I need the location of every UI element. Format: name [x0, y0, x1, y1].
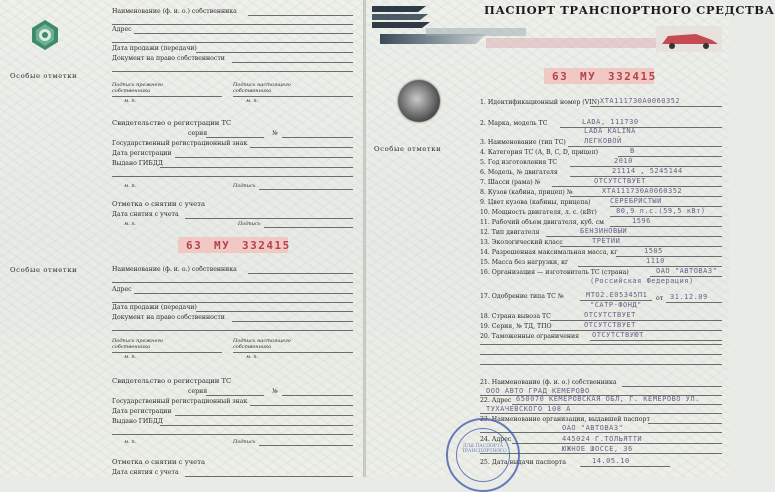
- field-label-11: 10. Мощность двигателя, л. с. (кВт): [480, 209, 597, 216]
- reg-date-label: Дата регистрации: [112, 150, 172, 157]
- reg-sign-label: Государственный регистрационный знак: [112, 140, 248, 147]
- owner-label: 21. Наименование (ф. и. о.) собственника: [480, 379, 617, 386]
- issue-date-label: 25. Дата выдачи паспорта: [480, 459, 566, 466]
- owner-name-line-4: [112, 282, 353, 283]
- field-label-14: 13. Экологический класс: [480, 239, 563, 246]
- address-label: Адрес: [112, 26, 132, 33]
- issued-line-3: [160, 425, 353, 426]
- right-page: [366, 0, 775, 477]
- field-value-17: ОАО "АВТОВАЗ": [656, 267, 718, 275]
- issue-date-line: [580, 466, 670, 467]
- official-stamp-text: ДЛЯ ПАСПОРТА ТРАНСПОРТНОГО: [462, 444, 507, 455]
- customs-blank-line-2: [480, 354, 722, 355]
- field-value-15: 1505: [644, 247, 663, 255]
- reg-date-line: [175, 157, 353, 158]
- series-label: серия: [188, 130, 208, 137]
- sale-date-label: Дата продажи (передачи): [112, 45, 197, 52]
- mp-stamp-place-5: м. п.: [124, 354, 137, 360]
- issuer-address-value-2: ЮЖНОЕ ШОССЕ, 36: [562, 445, 633, 453]
- field-value-18: (Российская Федерация): [590, 277, 694, 285]
- series-label-2: серия: [188, 388, 208, 395]
- field-label-6: 5. Год изготовления ТС: [480, 159, 558, 166]
- signature-label-3: Подпись: [233, 439, 256, 445]
- special-marks-top: Особые отметки: [10, 72, 78, 80]
- official-stamp-inner-ring: [456, 428, 510, 482]
- prev-owner-signature-2: Подпись прежнего собственника: [112, 338, 163, 350]
- signature-line: [259, 189, 353, 190]
- official-stamp: [446, 418, 520, 492]
- field-value-3: LADA KALINA: [584, 127, 636, 135]
- field-line-11: [610, 216, 722, 217]
- issuer-address-value: 445024 Г.ТОЛЬЯТТИ: [562, 435, 643, 443]
- issue-date-value: 14.05.10: [592, 457, 630, 465]
- serial-letters: МУ: [214, 239, 231, 252]
- cur-owner-signature-2: Подпись настоящего собственника: [233, 338, 291, 350]
- approval-date-label: от: [656, 295, 664, 302]
- field-value-16: 1110: [646, 257, 665, 265]
- field-value-1: ХТА111730А0060352: [600, 97, 681, 105]
- sale-date-line-2: [196, 311, 353, 312]
- serial-number: 332415: [242, 239, 291, 252]
- field-label-13: 12. Тип двигателя: [480, 229, 540, 236]
- customs-blank-line-3: [480, 364, 722, 365]
- signature-line-3: [259, 445, 353, 446]
- issuer-address-label: 24. Адрес: [480, 436, 512, 443]
- serial-series-right: 63: [552, 70, 569, 83]
- prev-owner-signature-line: [112, 96, 222, 97]
- dereg-label-2: Отметка о снятии с учета: [112, 458, 206, 466]
- field-label-17: 16. Организация — изготовитель ТС (страна): [480, 269, 629, 276]
- field-label-19: 17. Одобрение типа ТС №: [480, 293, 564, 300]
- issuer-line-2: [480, 432, 722, 433]
- owner-line: [622, 386, 722, 387]
- mp-stamp-place-2: м. п.: [246, 98, 259, 104]
- field-line-21: [550, 320, 722, 321]
- field-line-7: [570, 176, 722, 177]
- reg-cert-label: Свидетельство о регистрации ТС: [112, 119, 232, 127]
- ownership-doc-label: Документ на право собственности: [112, 55, 225, 62]
- field-label-22: 19. Серия, № ТД, ТПО: [480, 323, 552, 330]
- owner-name-line-3: [248, 273, 353, 274]
- num-label: №: [272, 130, 278, 137]
- dereg-date-line: [185, 218, 353, 219]
- hologram-icon: [398, 80, 440, 122]
- owner-name-line: [248, 15, 353, 16]
- field-line-1: [590, 106, 722, 107]
- address-value: 650070 КЕМЕРОВСКАЯ ОБЛ, Г. КЕМЕРОВО УЛ.: [516, 395, 700, 403]
- field-line-23: [590, 340, 722, 341]
- special-marks-bottom: Особые отметки: [10, 266, 78, 274]
- field-value-21: ОТСУТСТВУЕТ: [584, 311, 636, 319]
- num-label-2: №: [272, 388, 278, 395]
- field-value-19: МТО2.Е05345П1: [586, 291, 648, 299]
- field-value-9: ХТА111730А0060352: [602, 187, 683, 195]
- address-label-2: Адрес: [112, 286, 132, 293]
- cur-owner-signature-line-2: [233, 352, 353, 353]
- document-title: ПАСПОРТ ТРАНСПОРТНОГО СРЕДСТВА: [484, 3, 775, 17]
- field-value-23: ОТСУТСТВУЮТ: [592, 331, 644, 339]
- field-label-16: 15. Масса без нагрузки, кг: [480, 259, 569, 266]
- field-label-15: 14. Разрешенная максимальная масса, кг: [480, 249, 618, 256]
- field-value-12: 1596: [632, 217, 651, 225]
- ownership-doc-line-4: [112, 330, 353, 331]
- issuer-address-line: [512, 443, 722, 444]
- issued-line-4: [112, 434, 353, 435]
- mp-stamp-place-4: м. п.: [124, 221, 137, 227]
- reg-date-label-2: Дата регистрации: [112, 408, 172, 415]
- field-line-4: [568, 146, 722, 147]
- issued-label: Выдано ГИБДД: [112, 160, 163, 167]
- field-value-14: ТРЕТИЙ: [592, 237, 621, 245]
- field-label-7: 6. Модель, № двигателя: [480, 169, 558, 176]
- issued-label-2: Выдано ГИБДД: [112, 418, 163, 425]
- field-label-1: 1. Идентификационный номер (VIN): [480, 99, 600, 106]
- field-value-7: 21114 , 5245144: [612, 167, 683, 175]
- field-label-9: 8. Кузов (кабина, прицеп) №: [480, 189, 573, 196]
- reg-date-line-2: [175, 415, 353, 416]
- serial-letters-right: МУ: [580, 70, 597, 83]
- issued-line-2: [112, 176, 353, 177]
- prev-owner-signature: Подпись прежнего собственника: [112, 82, 163, 94]
- address-line-4: [112, 302, 353, 303]
- special-marks-right: Особые отметки: [374, 145, 442, 153]
- ownership-doc-line-3: [232, 321, 353, 322]
- owner-name-label-2: Наименование (ф. и. о.) собственника: [112, 266, 237, 273]
- field-label-5: 4. Категория ТС (A, B, C, D, прицеп): [480, 149, 598, 156]
- field-value-5: В: [630, 147, 635, 155]
- field-label-8: 7. Шасси (рама) №: [480, 179, 541, 186]
- approval-date-value: 31.12.09: [670, 293, 708, 301]
- field-label-4: 3. Наименование (тип ТС): [480, 139, 566, 146]
- left-page: [0, 0, 363, 477]
- field-line-13: [546, 236, 722, 237]
- reg-sign-label-2: Государственный регистрационный знак: [112, 398, 248, 405]
- reg-cert-label-2: Свидетельство о регистрации ТС: [112, 377, 232, 385]
- owner-name-line-2: [112, 24, 353, 25]
- address-line-2: [112, 42, 353, 43]
- mp-stamp-place-3: м. п.: [124, 183, 137, 189]
- field-label-2: 2. Марка, модель ТС: [480, 120, 548, 127]
- field-label-10: 9. Цвет кузова (кабины, прицепа): [480, 199, 591, 206]
- field-line-15: [616, 256, 722, 257]
- serial-number-right: 332415: [608, 70, 657, 83]
- serial-series: 63: [186, 239, 203, 252]
- cur-owner-signature-line: [233, 96, 353, 97]
- sale-date-line: [196, 52, 353, 53]
- field-label-21: 18. Страна вывоза ТС: [480, 313, 551, 320]
- field-line-5: [618, 156, 722, 157]
- field-line-14: [560, 246, 722, 247]
- field-value-13: БЕНЗИНОВЫЙ: [580, 227, 628, 235]
- num-line: [282, 137, 353, 138]
- ownership-doc-label-2: Документ на право собственности: [112, 314, 225, 321]
- series-line-2: [206, 395, 264, 396]
- customs-blank-line-1: [480, 344, 722, 345]
- field-value-11: 80,9 л.с.(59,5 кВт): [616, 207, 706, 215]
- signature-label: Подпись: [233, 183, 256, 189]
- issuer-value: ОАО "АВТОВАЗ": [562, 424, 624, 432]
- cur-owner-signature: Подпись настоящего собственника: [233, 82, 291, 94]
- address-label-right: 22. Адрес: [480, 397, 512, 404]
- address-value-2: ТУХАЧЕВСКОГО 108 А: [486, 405, 571, 413]
- owner-value: ООО АВТО ГРАД КЕМЕРОВО: [486, 387, 590, 395]
- field-value-22: ОТСУТСТВУЕТ: [584, 321, 636, 329]
- field-value-8: ОТСУТСТВУЕТ: [594, 177, 646, 185]
- field-value-2: LADA, 111730: [582, 118, 639, 126]
- field-label-12: 11. Рабочий объем двигателя, куб. см: [480, 219, 604, 226]
- field-value-20: "САТР-ФОНД": [590, 301, 642, 309]
- dereg-label: Отметка о снятии с учета: [112, 200, 206, 208]
- dereg-date-line-2: [185, 476, 353, 477]
- security-rosette-icon: [30, 19, 60, 51]
- field-value-6: 2010: [614, 157, 633, 165]
- address-line: [134, 33, 353, 34]
- series-line: [206, 137, 264, 138]
- sale-date-label-2: Дата продажи (передачи): [112, 304, 197, 311]
- signature-line-2: [264, 227, 353, 228]
- signature-label-2: Подпись: [238, 221, 261, 227]
- mp-stamp-place-7: м. п.: [124, 439, 137, 445]
- mp-stamp-place: м. п.: [124, 98, 137, 104]
- reg-sign-line: [250, 147, 353, 148]
- dereg-date-label-2: Дата снятия с учета: [112, 469, 179, 476]
- ownership-doc-line: [232, 62, 353, 63]
- ownership-doc-line-2: [112, 71, 353, 72]
- approval-date-line: [666, 302, 722, 303]
- owner-name-label: Наименование (ф. и. о.) собственника: [112, 8, 237, 15]
- address-line-3: [134, 293, 353, 294]
- field-label-23: 20. Таможенные ограничения: [480, 333, 580, 340]
- issuer-line: [648, 423, 722, 424]
- field-value-4: ЛЕГКОВОЙ: [584, 137, 622, 145]
- issuer-label: 23. Наименование организации, выдавшей паспорт: [480, 416, 650, 423]
- mp-stamp-place-6: м. п.: [246, 354, 259, 360]
- issued-line: [160, 167, 353, 168]
- dereg-date-label: Дата снятия с учета: [112, 211, 179, 218]
- num-line-2: [282, 395, 353, 396]
- prev-owner-signature-line-2: [112, 352, 222, 353]
- address-line-right-2: [480, 413, 722, 414]
- reg-sign-line-2: [250, 405, 353, 406]
- field-value-10: СЕРЕБРИСТЫЙ: [610, 197, 662, 205]
